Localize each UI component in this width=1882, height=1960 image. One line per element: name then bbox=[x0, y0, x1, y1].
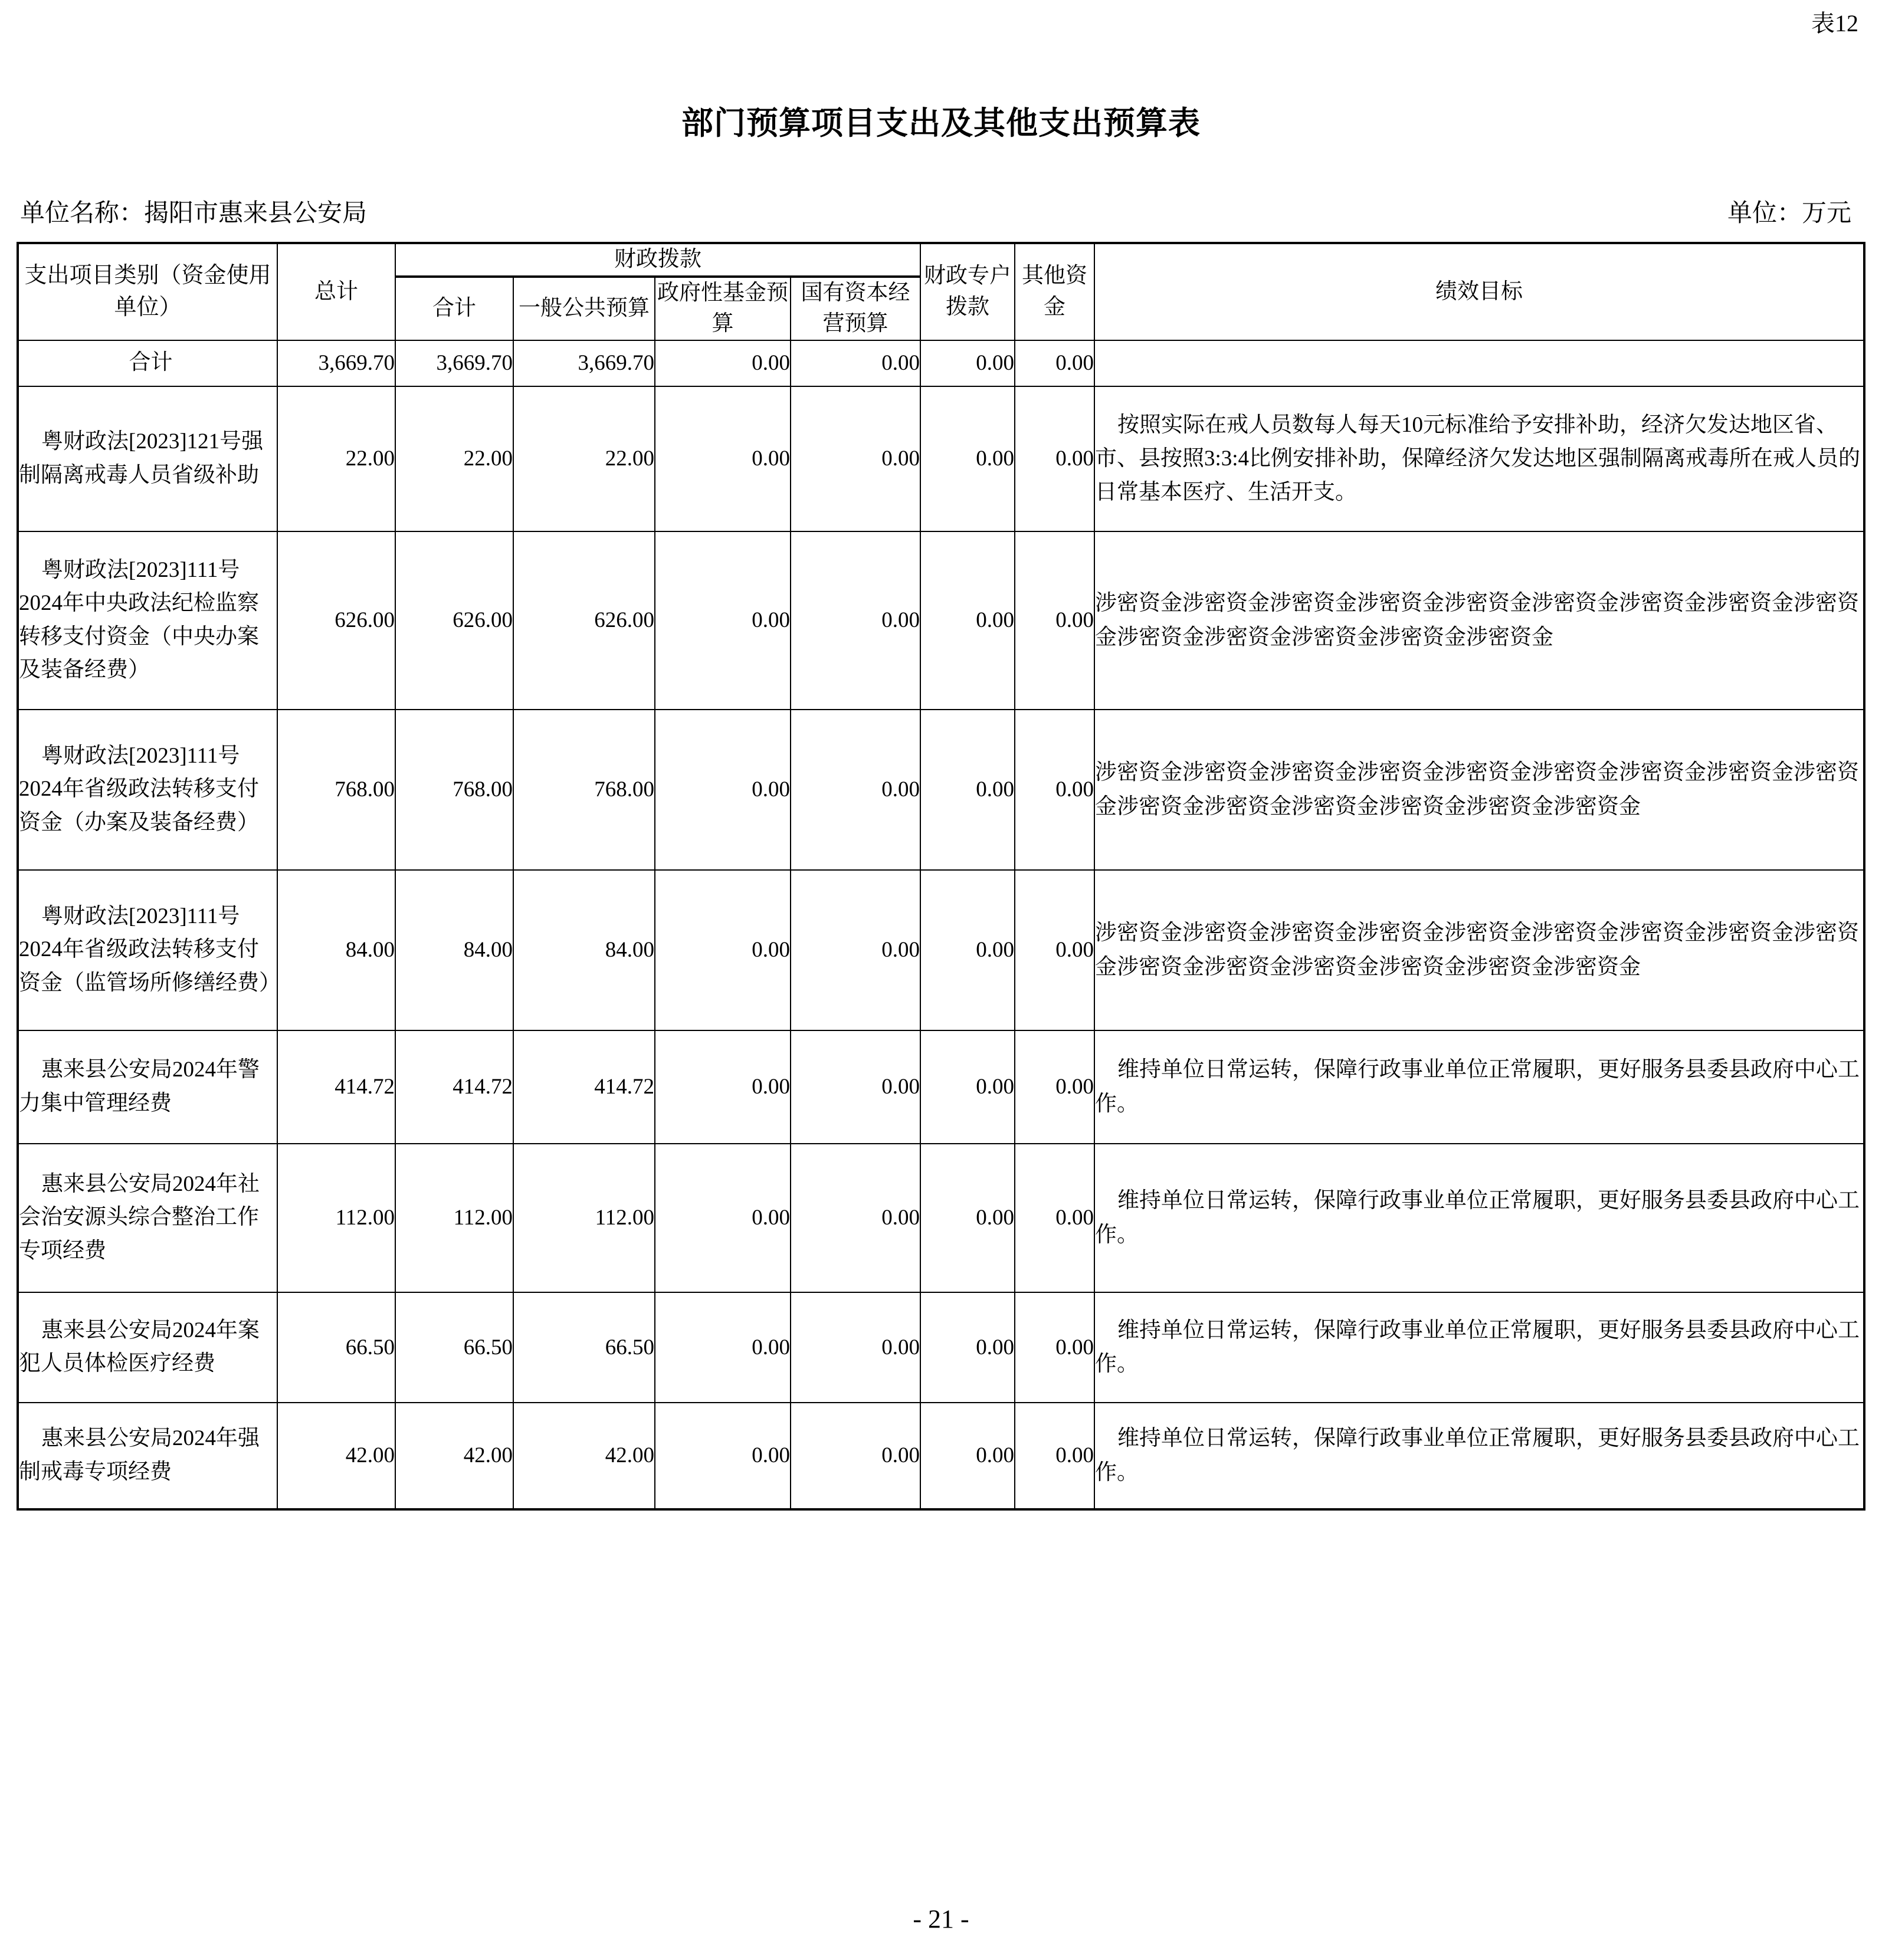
table-row bbox=[18, 1403, 1864, 1509]
sheet-label-row bbox=[17, 0, 1865, 39]
page-number: - 21 - bbox=[913, 1905, 969, 1933]
row-special-account: 0.00 bbox=[920, 1030, 1015, 1144]
row-government-fund-budget: 0.00 bbox=[655, 1403, 791, 1509]
col-header-fiscal-subtotal: 合计 bbox=[395, 277, 513, 340]
col-header-other-funds: 其他资金 bbox=[1015, 243, 1094, 340]
row-total: 626.00 bbox=[277, 531, 395, 710]
row-item-label: 粤财政法[2023]111号2024年中央政法纪检监察转移支付资金（中央办案及装备经费） bbox=[18, 531, 277, 710]
row-fiscal-subtotal: 84.00 bbox=[395, 870, 513, 1030]
sheet-label: 表12 bbox=[1811, 10, 1858, 37]
table-row bbox=[18, 870, 1864, 1030]
row-state-capital-budget: 0.00 bbox=[791, 531, 920, 710]
row-item-label: 粤财政法[2023]111号2024年省级政法转移支付资金（监管场所修缮经费） bbox=[18, 870, 277, 1030]
row-state-capital-budget: 0.00 bbox=[791, 340, 920, 386]
row-other-funds: 0.00 bbox=[1015, 1292, 1094, 1403]
row-other-funds: 0.00 bbox=[1015, 531, 1094, 710]
col-header-government-fund-budget: 政府性基金预算 bbox=[655, 277, 791, 340]
col-header-fiscal-appropriation-group: 财政拨款 bbox=[395, 243, 920, 277]
meta-row bbox=[17, 193, 1865, 229]
row-item-label: 惠来县公安局2024年案犯人员体检医疗经费 bbox=[18, 1292, 277, 1403]
page-title: 部门预算项目支出及其他支出预算表 bbox=[681, 104, 1201, 142]
amount-unit-label: 单位：万元 bbox=[1727, 200, 1851, 227]
row-special-account: 0.00 bbox=[920, 870, 1015, 1030]
row-fiscal-subtotal: 3,669.70 bbox=[395, 340, 513, 386]
row-performance-goal: 按照实际在戒人员数每人每天10元标准给予安排补助，经济欠发达地区省、市、县按照3:3:4比例安排补助，保障经济欠发达地区强制隔离戒毒所在戒人员的日常基本医疗、生活开支。 bbox=[1094, 386, 1864, 531]
row-item-label: 惠来县公安局2024年强制戒毒专项经费 bbox=[18, 1403, 277, 1509]
table-header bbox=[18, 243, 1864, 340]
row-special-account: 0.00 bbox=[920, 531, 1015, 710]
row-total: 22.00 bbox=[277, 386, 395, 531]
row-item-label: 粤财政法[2023]111号2024年省级政法转移支付资金（办案及装备经费） bbox=[18, 710, 277, 870]
unit-name-label: 单位名称：揭阳市惠来县公安局 bbox=[20, 200, 368, 227]
row-other-funds: 0.00 bbox=[1015, 870, 1094, 1030]
row-total: 768.00 bbox=[277, 710, 395, 870]
row-fiscal-subtotal: 626.00 bbox=[395, 531, 513, 710]
row-state-capital-budget: 0.00 bbox=[791, 710, 920, 870]
row-general-public-budget: 112.00 bbox=[513, 1144, 655, 1292]
table-row bbox=[18, 386, 1864, 531]
table-row bbox=[18, 1030, 1864, 1144]
row-other-funds: 0.00 bbox=[1015, 1403, 1094, 1509]
table-row bbox=[18, 710, 1864, 870]
row-general-public-budget: 414.72 bbox=[513, 1030, 655, 1144]
row-item-label: 粤财政法[2023]121号强制隔离戒毒人员省级补助 bbox=[18, 386, 277, 531]
table-row bbox=[18, 531, 1864, 710]
row-other-funds: 0.00 bbox=[1015, 710, 1094, 870]
col-header-grand-total: 总计 bbox=[277, 243, 395, 340]
row-state-capital-budget: 0.00 bbox=[791, 1292, 920, 1403]
row-fiscal-subtotal: 42.00 bbox=[395, 1403, 513, 1509]
row-fiscal-subtotal: 66.50 bbox=[395, 1292, 513, 1403]
row-general-public-budget: 42.00 bbox=[513, 1403, 655, 1509]
row-performance-goal: 维持单位日常运转，保障行政事业单位正常履职，更好服务县委县政府中心工作。 bbox=[1094, 1292, 1864, 1403]
row-government-fund-budget: 0.00 bbox=[655, 340, 791, 386]
row-general-public-budget: 3,669.70 bbox=[513, 340, 655, 386]
row-special-account: 0.00 bbox=[920, 386, 1015, 531]
row-special-account: 0.00 bbox=[920, 1144, 1015, 1292]
row-performance-goal: 维持单位日常运转，保障行政事业单位正常履职，更好服务县委县政府中心工作。 bbox=[1094, 1144, 1864, 1292]
row-other-funds: 0.00 bbox=[1015, 1030, 1094, 1144]
row-fiscal-subtotal: 22.00 bbox=[395, 386, 513, 531]
row-performance-goal: 涉密资金涉密资金涉密资金涉密资金涉密资金涉密资金涉密资金涉密资金涉密资金涉密资金涉密资金涉密资金涉密资金涉密资金涉密资金 bbox=[1094, 710, 1864, 870]
row-state-capital-budget: 0.00 bbox=[791, 1030, 920, 1144]
row-total: 112.00 bbox=[277, 1144, 395, 1292]
col-header-state-capital-operating-budget: 国有资本经营预算 bbox=[791, 277, 920, 340]
row-other-funds: 0.00 bbox=[1015, 340, 1094, 386]
row-government-fund-budget: 0.00 bbox=[655, 870, 791, 1030]
table-row bbox=[18, 340, 1864, 386]
row-other-funds: 0.00 bbox=[1015, 386, 1094, 531]
row-government-fund-budget: 0.00 bbox=[655, 1030, 791, 1144]
row-special-account: 0.00 bbox=[920, 710, 1015, 870]
row-state-capital-budget: 0.00 bbox=[791, 1403, 920, 1509]
row-state-capital-budget: 0.00 bbox=[791, 870, 920, 1030]
row-general-public-budget: 768.00 bbox=[513, 710, 655, 870]
row-total: 42.00 bbox=[277, 1403, 395, 1509]
col-header-performance-goal: 绩效目标 bbox=[1094, 243, 1864, 340]
row-state-capital-budget: 0.00 bbox=[791, 1144, 920, 1292]
row-government-fund-budget: 0.00 bbox=[655, 386, 791, 531]
col-header-fiscal-special-account: 财政专户拨款 bbox=[920, 243, 1015, 340]
row-special-account: 0.00 bbox=[920, 1403, 1015, 1509]
row-performance-goal: 涉密资金涉密资金涉密资金涉密资金涉密资金涉密资金涉密资金涉密资金涉密资金涉密资金涉密资金涉密资金涉密资金涉密资金 bbox=[1094, 531, 1864, 710]
row-total: 84.00 bbox=[277, 870, 395, 1030]
row-government-fund-budget: 0.00 bbox=[655, 531, 791, 710]
row-other-funds: 0.00 bbox=[1015, 1144, 1094, 1292]
row-general-public-budget: 66.50 bbox=[513, 1292, 655, 1403]
table-row bbox=[18, 1144, 1864, 1292]
budget-table bbox=[17, 242, 1865, 1511]
row-performance-goal: 维持单位日常运转，保障行政事业单位正常履职，更好服务县委县政府中心工作。 bbox=[1094, 1403, 1864, 1509]
row-performance-goal bbox=[1094, 340, 1864, 386]
col-header-general-public-budget: 一般公共预算 bbox=[513, 277, 655, 340]
row-fiscal-subtotal: 414.72 bbox=[395, 1030, 513, 1144]
row-government-fund-budget: 0.00 bbox=[655, 1144, 791, 1292]
row-general-public-budget: 84.00 bbox=[513, 870, 655, 1030]
row-general-public-budget: 22.00 bbox=[513, 386, 655, 531]
row-item-label: 惠来县公安局2024年社会治安源头综合整治工作专项经费 bbox=[18, 1144, 277, 1292]
row-special-account: 0.00 bbox=[920, 340, 1015, 386]
row-state-capital-budget: 0.00 bbox=[791, 386, 920, 531]
page-title-row bbox=[17, 98, 1865, 143]
row-government-fund-budget: 0.00 bbox=[655, 1292, 791, 1403]
row-government-fund-budget: 0.00 bbox=[655, 710, 791, 870]
row-fiscal-subtotal: 768.00 bbox=[395, 710, 513, 870]
row-total: 66.50 bbox=[277, 1292, 395, 1403]
table-row bbox=[18, 1292, 1864, 1403]
row-total: 414.72 bbox=[277, 1030, 395, 1144]
row-item-label: 合计 bbox=[18, 340, 277, 386]
row-general-public-budget: 626.00 bbox=[513, 531, 655, 710]
row-item-label: 惠来县公安局2024年警力集中管理经费 bbox=[18, 1030, 277, 1144]
row-special-account: 0.00 bbox=[920, 1292, 1015, 1403]
row-total: 3,669.70 bbox=[277, 340, 395, 386]
col-header-item-category: 支出项目类别（资金使用单位） bbox=[18, 243, 277, 340]
row-performance-goal: 涉密资金涉密资金涉密资金涉密资金涉密资金涉密资金涉密资金涉密资金涉密资金涉密资金涉密资金涉密资金涉密资金涉密资金涉密资金 bbox=[1094, 870, 1864, 1030]
table-body bbox=[18, 340, 1864, 1509]
row-fiscal-subtotal: 112.00 bbox=[395, 1144, 513, 1292]
row-performance-goal: 维持单位日常运转，保障行政事业单位正常履职，更好服务县委县政府中心工作。 bbox=[1094, 1030, 1864, 1144]
